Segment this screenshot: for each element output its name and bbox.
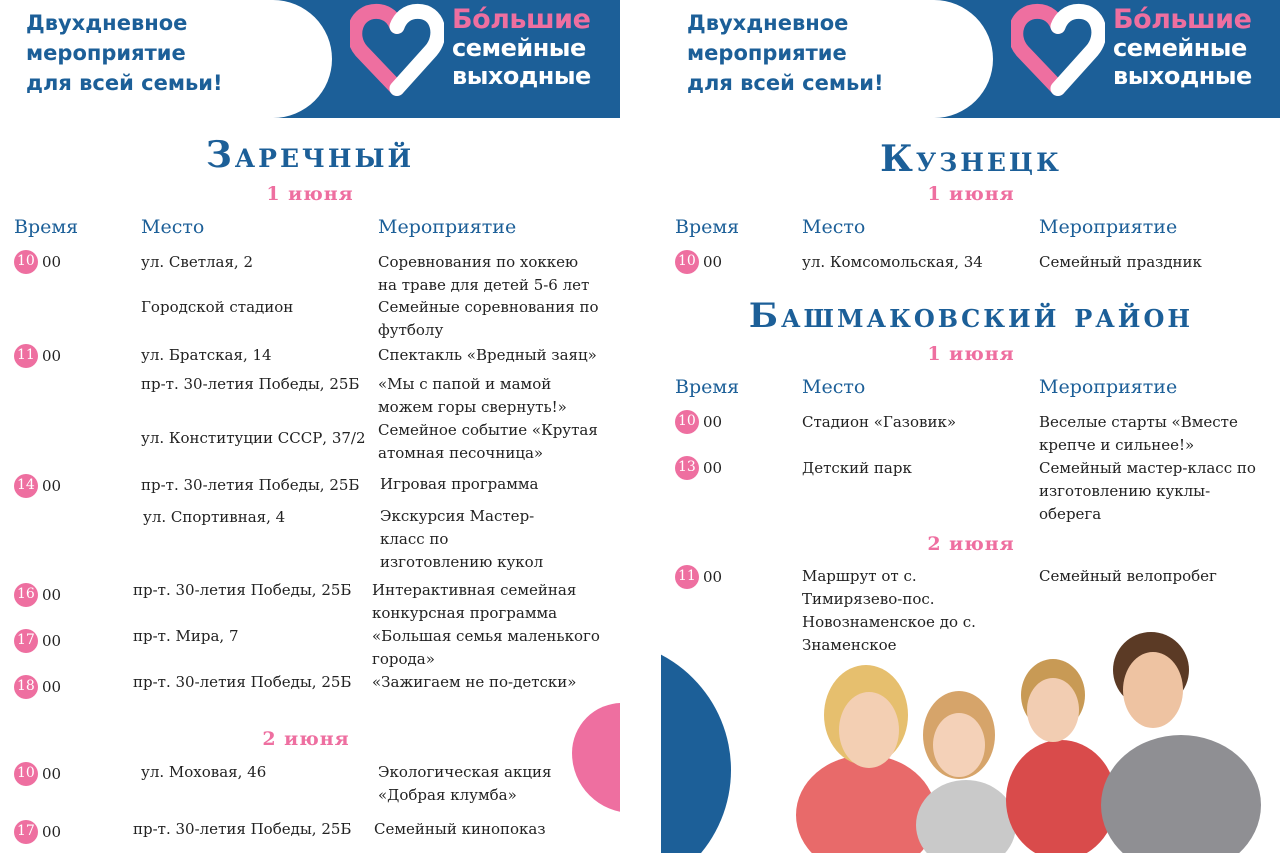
event-cell: Соревнования по хоккею на траве для детей 5-6 лет <box>378 253 590 294</box>
heart-logo-icon <box>350 2 444 96</box>
time-minute: 00 <box>42 823 62 841</box>
event-cell: Семейное событие «Крутая атомная песочница» <box>378 421 598 462</box>
event-cell: Игровая программа <box>380 475 539 493</box>
event-cell: Семейный праздник <box>1039 253 1202 271</box>
column-header-place: Место <box>802 216 866 238</box>
place-cell: ул. Братская, 14 <box>141 346 272 364</box>
time-hour: 10 <box>678 253 696 269</box>
tagline-line: для всей семьи! <box>687 71 884 95</box>
event-cell: Экологическая акция «Добрая клумба» <box>378 763 552 804</box>
time-minute: 00 <box>42 765 62 783</box>
logo-text <box>452 6 591 90</box>
event-cell: Семейный мастер-класс по изготовлению куклы-оберега <box>1039 459 1256 523</box>
time-hour: 11 <box>678 568 696 584</box>
date-heading: 2 июня <box>927 533 1015 555</box>
time-hour: 16 <box>17 586 35 602</box>
logo-line: семейные <box>1113 34 1247 62</box>
logo-line: выходные <box>1113 62 1252 90</box>
tagline-line: для всей семьи! <box>26 71 223 95</box>
logo-line: Бо́льшие <box>1113 4 1252 35</box>
heart-logo-icon <box>1011 2 1105 96</box>
logo-line: Бо́льшие <box>452 4 591 35</box>
date-heading: 2 июня <box>262 728 350 750</box>
logo-line: семейные <box>452 34 586 62</box>
tagline-line: мероприятие <box>687 41 847 65</box>
event-cell: Семейный велопробег <box>1039 567 1217 585</box>
event-cell: «Большая семья маленького города» <box>372 627 600 668</box>
event-cell: Семейный кинопоказ <box>374 820 546 838</box>
time-minute: 00 <box>42 678 62 696</box>
place-cell: ул. Конституции СССР, 37/2 <box>141 429 366 447</box>
column-header-event: Мероприятие <box>1039 216 1178 238</box>
pink-heart-decoration <box>572 703 620 813</box>
event-cell: Семейные соревнования по футболу <box>378 298 599 339</box>
time-minute: 00 <box>703 459 723 477</box>
place-cell: Городской стадион <box>141 298 294 316</box>
header-banner <box>661 0 1280 118</box>
time-hour: 14 <box>17 477 35 493</box>
place-cell: пр-т. 30-летия Победы, 25Б <box>141 476 360 494</box>
time-hour: 11 <box>17 347 35 363</box>
time-minute: 00 <box>42 632 62 650</box>
tagline-line: Двухдневное <box>26 11 188 35</box>
time-minute: 00 <box>703 413 723 431</box>
poster-kuznetsk <box>661 0 1280 853</box>
poster-zarechny <box>0 0 620 853</box>
place-cell: Маршрут от с. Тимирязево-пос. Новознаменское до с. Знаменское <box>802 567 976 654</box>
date-heading: 1 июня <box>927 183 1015 205</box>
time-minute: 00 <box>42 477 62 495</box>
column-header-place: Место <box>141 216 205 238</box>
place-cell: пр-т. Мира, 7 <box>133 627 239 645</box>
place-cell: ул. Моховая, 46 <box>141 763 267 781</box>
event-cell: Веселые старты «Вместе крепче и сильнее!» <box>1039 413 1238 454</box>
header-banner <box>0 0 620 118</box>
time-hour: 13 <box>678 459 696 475</box>
place-cell: ул. Светлая, 2 <box>141 253 254 271</box>
tagline <box>687 8 987 98</box>
logo-text <box>1113 6 1252 90</box>
column-header-place: Место <box>802 376 866 398</box>
time-minute: 00 <box>703 253 723 271</box>
time-hour: 10 <box>678 413 696 429</box>
logo-line: выходные <box>452 62 591 90</box>
place-cell: ул. Комсомольская, 34 <box>802 253 983 271</box>
date-heading: 1 июня <box>266 183 354 205</box>
tagline <box>26 8 326 98</box>
place-cell: Детский парк <box>802 459 912 477</box>
time-minute: 00 <box>42 586 62 604</box>
district-title: Башмаковский район <box>748 296 1194 336</box>
column-header-time: Время <box>14 216 79 238</box>
column-header-event: Мероприятие <box>378 216 517 238</box>
time-minute: 00 <box>703 568 723 586</box>
city-title: Кузнецк <box>880 138 1062 180</box>
event-cell: Интерактивная семейная конкурсная программа <box>372 581 577 622</box>
column-header-time: Время <box>675 216 740 238</box>
tagline-line: Двухдневное <box>687 11 849 35</box>
time-hour: 18 <box>17 678 35 694</box>
place-cell: пр-т. 30-летия Победы, 25Б <box>141 375 360 393</box>
family-photo-image <box>791 615 1271 853</box>
place-cell: пр-т. 30-летия Победы, 25Б <box>133 673 352 691</box>
place-cell: пр-т. 30-летия Победы, 25Б <box>133 820 352 838</box>
time-hour: 10 <box>17 253 35 269</box>
time-hour: 17 <box>17 632 35 648</box>
date-heading: 1 июня <box>927 343 1015 365</box>
time-minute: 00 <box>42 347 62 365</box>
tagline-line: мероприятие <box>26 41 186 65</box>
place-cell: пр-т. 30-летия Победы, 25Б <box>133 581 352 599</box>
time-minute: 00 <box>42 253 62 271</box>
time-hour: 17 <box>17 823 35 839</box>
event-cell: Спектакль «Вредный заяц» <box>378 346 597 364</box>
column-header-event: Мероприятие <box>1039 376 1178 398</box>
city-title: Заречный <box>205 134 415 176</box>
time-hour: 10 <box>17 765 35 781</box>
place-cell: Стадион «Газовик» <box>802 413 957 431</box>
event-cell: Экскурсия Мастер-класс по изготовлению кукол <box>380 507 544 571</box>
column-header-time: Время <box>675 376 740 398</box>
event-cell: «Зажигаем не по-детски» <box>372 673 577 691</box>
event-cell: «Мы с папой и мамой можем горы свернуть!» <box>378 375 567 416</box>
place-cell: ул. Спортивная, 4 <box>143 508 286 526</box>
blue-circle-decoration <box>661 640 731 853</box>
